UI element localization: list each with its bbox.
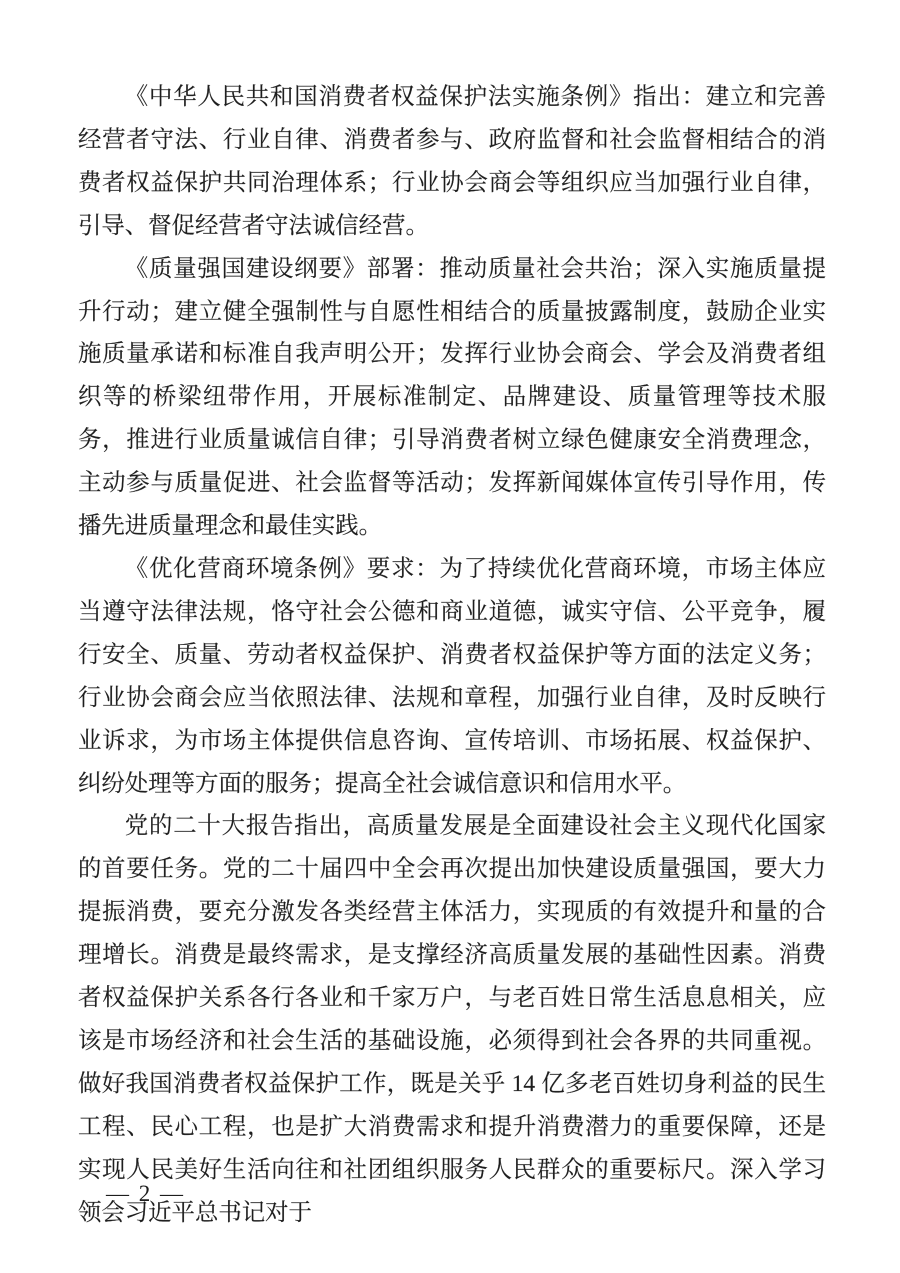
paragraph-business-environment-regulation: 《优化营商环境条例》要求：为了持续优化营商环境，市场主体应当遵守法律法规，恪守社会公德和商业道德，诚实守信、公平竞争，履行安全、质量、劳动者权益保护、消费者权益保护等方面的法定义务；行业协会商会应当依照法律、法规和章程，加强行业自律，及时反映行业诉求，为市场主体提供信息咨询、宣传培训、市场拓展、权益保护、纠纷处理等方面的服务；提高全社会诚信意识和信用水平。: [78, 555, 826, 797]
paragraph-consumer-protection-regulation: 《中华人民共和国消费者权益保护法实施条例》指出：建立和完善经营者守法、行业自律、消费者参与、政府监督和社会监督相结合的消费者权益保护共同治理体系；行业协会商会等组织应当加强行业自律，引导、督促经营者守法诚信经营。: [78, 84, 826, 239]
page-number: — 2 —: [106, 1181, 185, 1206]
paragraph-party-congress-report: 党的二十大报告指出，高质量发展是全面建设社会主义现代化国家的首要任务。党的二十届四中全会再次提出加快建设质量强国，要大力提振消费，要充分激发各类经营主体活力，实现质的有效提升和量的合理增长。消费是最终需求，是支撑经济高质量发展的基础性因素。消费者权益保护关系各行各业和千家万户，与老百姓日常生活息息相关，应该是市场经济和社会生活的基础设施，必须得到社会各界的共同重视。做好我国消费者权益保护工作，既是关乎 14 亿多老百姓切身利益的民生工程、民心工程，也是扩大消费需求和提升消费潜力的重要保障，还是实现人民美好生活向往和社团组织服务人民群众的重要标尺。深入学习领会习近平总书记对于: [78, 813, 826, 1226]
document-body: [78, 76, 826, 1234]
paragraph-quality-power-outline: 《质量强国建设纲要》部署：推动质量社会共治；深入实施质量提升行动；建立健全强制性与自愿性相结合的质量披露制度，鼓励企业实施质量承诺和标准自我声明公开；发挥行业协会商会、学会及消费者组织等的桥梁纽带作用，开展标准制定、品牌建设、质量管理等技术服务，推进行业质量诚信自律；引导消费者树立绿色健康安全消费理念，主动参与质量促进、社会监督等活动；发挥新闻媒体宣传引导作用，传播先进质量理念和最佳实践。: [78, 255, 826, 540]
